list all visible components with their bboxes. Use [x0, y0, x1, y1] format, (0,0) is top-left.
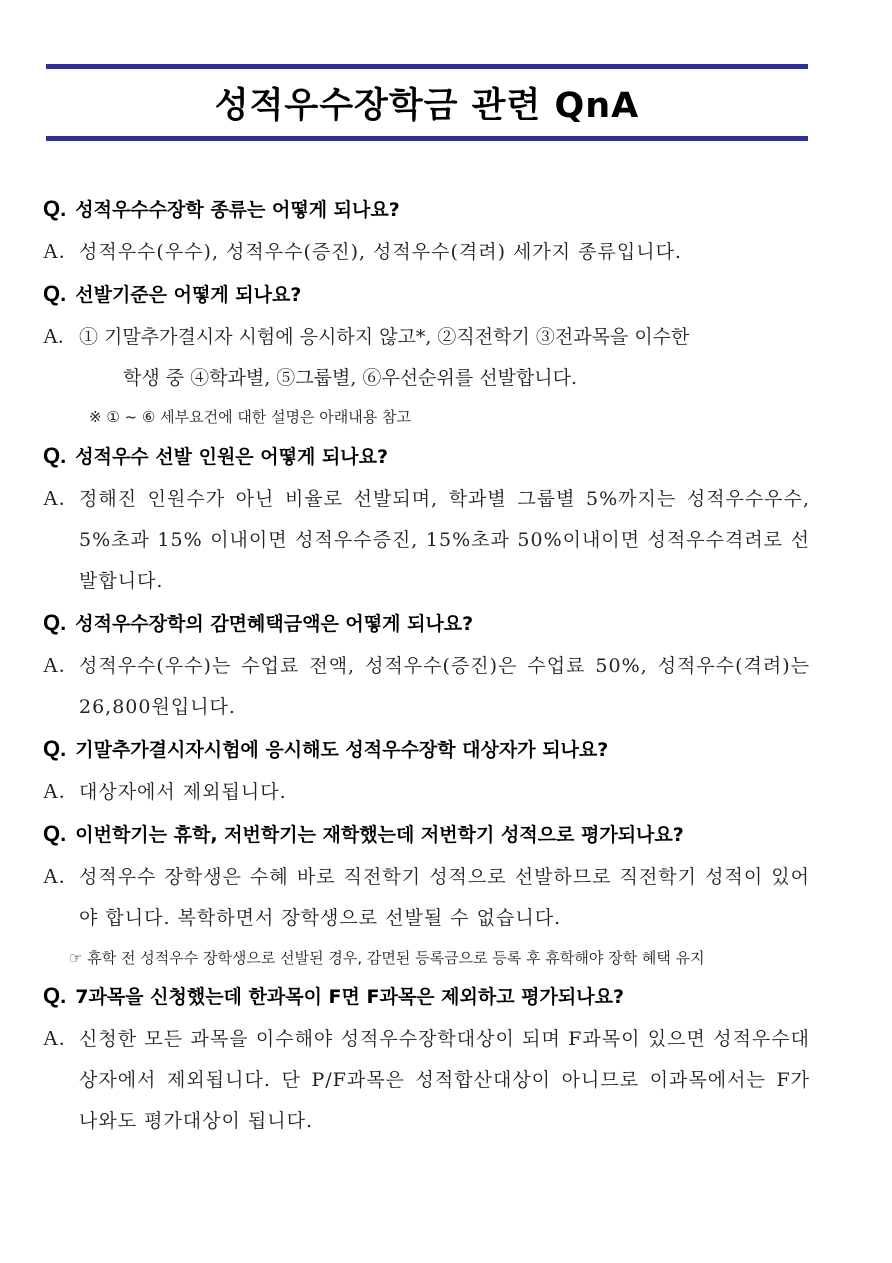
criteria-note: ※ ① ~ ⑥ 세부요건에 대한 설명은 아래내용 참고: [89, 408, 412, 426]
answer-2: [43, 316, 810, 399]
question-5: [43, 728, 810, 771]
question-marker: Q.: [43, 736, 67, 761]
answer-text: 정해진 인원수가 아닌 비율로 선발되며, 학과별 그룹별 5%까지는 성적우수우수, 5%초과 15% 이내이면 성적우수증진, 15%초과 50%이내이면 성적우수격려로 선발합니다.: [79, 488, 810, 592]
page-title: 성적우수장학금 관련 QnA: [214, 86, 640, 126]
answer-7: [43, 1018, 810, 1142]
answer-6: [43, 856, 810, 939]
answer-marker: A.: [43, 653, 66, 677]
leave-note: ☞ 휴학 전 성적우수 장학생으로 선발된 경우, 감면된 등록금으로 등록 후 휴학해야 장학 혜택 유지: [69, 949, 705, 967]
answer-4: [43, 645, 810, 728]
answer-text: 성적우수(우수)는 수업료 전액, 성적우수(증진)은 수업료 50%, 성적우수(격려)는 26,800원입니다.: [79, 655, 810, 718]
answer-text-line2: 학생 중 ④학과별, ⑤그룹별, ⑥우선순위를 선발합니다.: [123, 367, 578, 389]
answer-text: 성적우수 장학생은 수혜 바로 직전학기 성적으로 선발하므로 직전학기 성적이 있어야 합니다. 복학하면서 장학생으로 선발될 수 없습니다.: [79, 866, 810, 929]
question-text: 기말추가결시자시험에 응시해도 성적우수장학 대상자가 되나요?: [75, 739, 609, 761]
question-text: 7과목을 신청했는데 한과목이 F면 F과목은 제외하고 평가되나요?: [75, 986, 624, 1008]
question-marker: Q.: [43, 983, 67, 1008]
question-6: [43, 813, 810, 856]
answer-1: [43, 231, 810, 273]
question-7: [43, 975, 810, 1018]
title-bottom-rule: [46, 136, 808, 141]
question-text: 성적우수장학의 감면혜택금액은 어떻게 되나요?: [75, 613, 474, 635]
answer-marker: A.: [43, 1026, 66, 1050]
question-text: 선발기준은 어떻게 되나요?: [75, 284, 302, 306]
question-2: [43, 273, 810, 316]
answer-text: 신청한 모든 과목을 이수해야 성적우수장학대상이 되며 F과목이 있으면 성적우수대상자에서 제외됩니다. 단 P/F과목은 성적합산대상이 아니므로 이과목에서는 F가 나와도 평가대상이 됩니다.: [79, 1028, 810, 1132]
question-text: 성적우수 선발 인원은 어떻게 되나요?: [75, 446, 389, 468]
question-1: [43, 188, 810, 231]
question-text: 성적우수수장학 종류는 어떻게 되나요?: [75, 199, 400, 221]
answer-text: 성적우수(우수), 성적우수(증진), 성적우수(격려) 세가지 종류입니다.: [79, 241, 682, 263]
answer-text: 대상자에서 제외됩니다.: [79, 781, 287, 803]
question-text: 이번학기는 휴학, 저번학기는 재학했는데 저번학기 성적으로 평가되나요?: [75, 824, 684, 846]
question-marker: Q.: [43, 281, 67, 306]
question-3: [43, 435, 810, 478]
title-top-rule: [46, 64, 808, 69]
answer-marker: A.: [43, 324, 64, 348]
question-marker: Q.: [43, 443, 67, 468]
question-marker: Q.: [43, 196, 67, 221]
qa-list: [43, 188, 810, 1142]
question-marker: Q.: [43, 610, 67, 635]
answer-marker: A.: [43, 486, 66, 510]
answer-marker: A.: [43, 779, 66, 803]
question-4: [43, 602, 810, 645]
answer-text-line1: ① 기말추가결시자 시험에 응시하지 않고*, ②직전학기 ③전과목을 이수한: [79, 326, 690, 348]
answer-5: [43, 771, 810, 813]
answer-marker: A.: [43, 239, 66, 263]
answer-marker: A.: [43, 864, 66, 888]
question-marker: Q.: [43, 821, 67, 846]
answer-3: [43, 478, 810, 602]
